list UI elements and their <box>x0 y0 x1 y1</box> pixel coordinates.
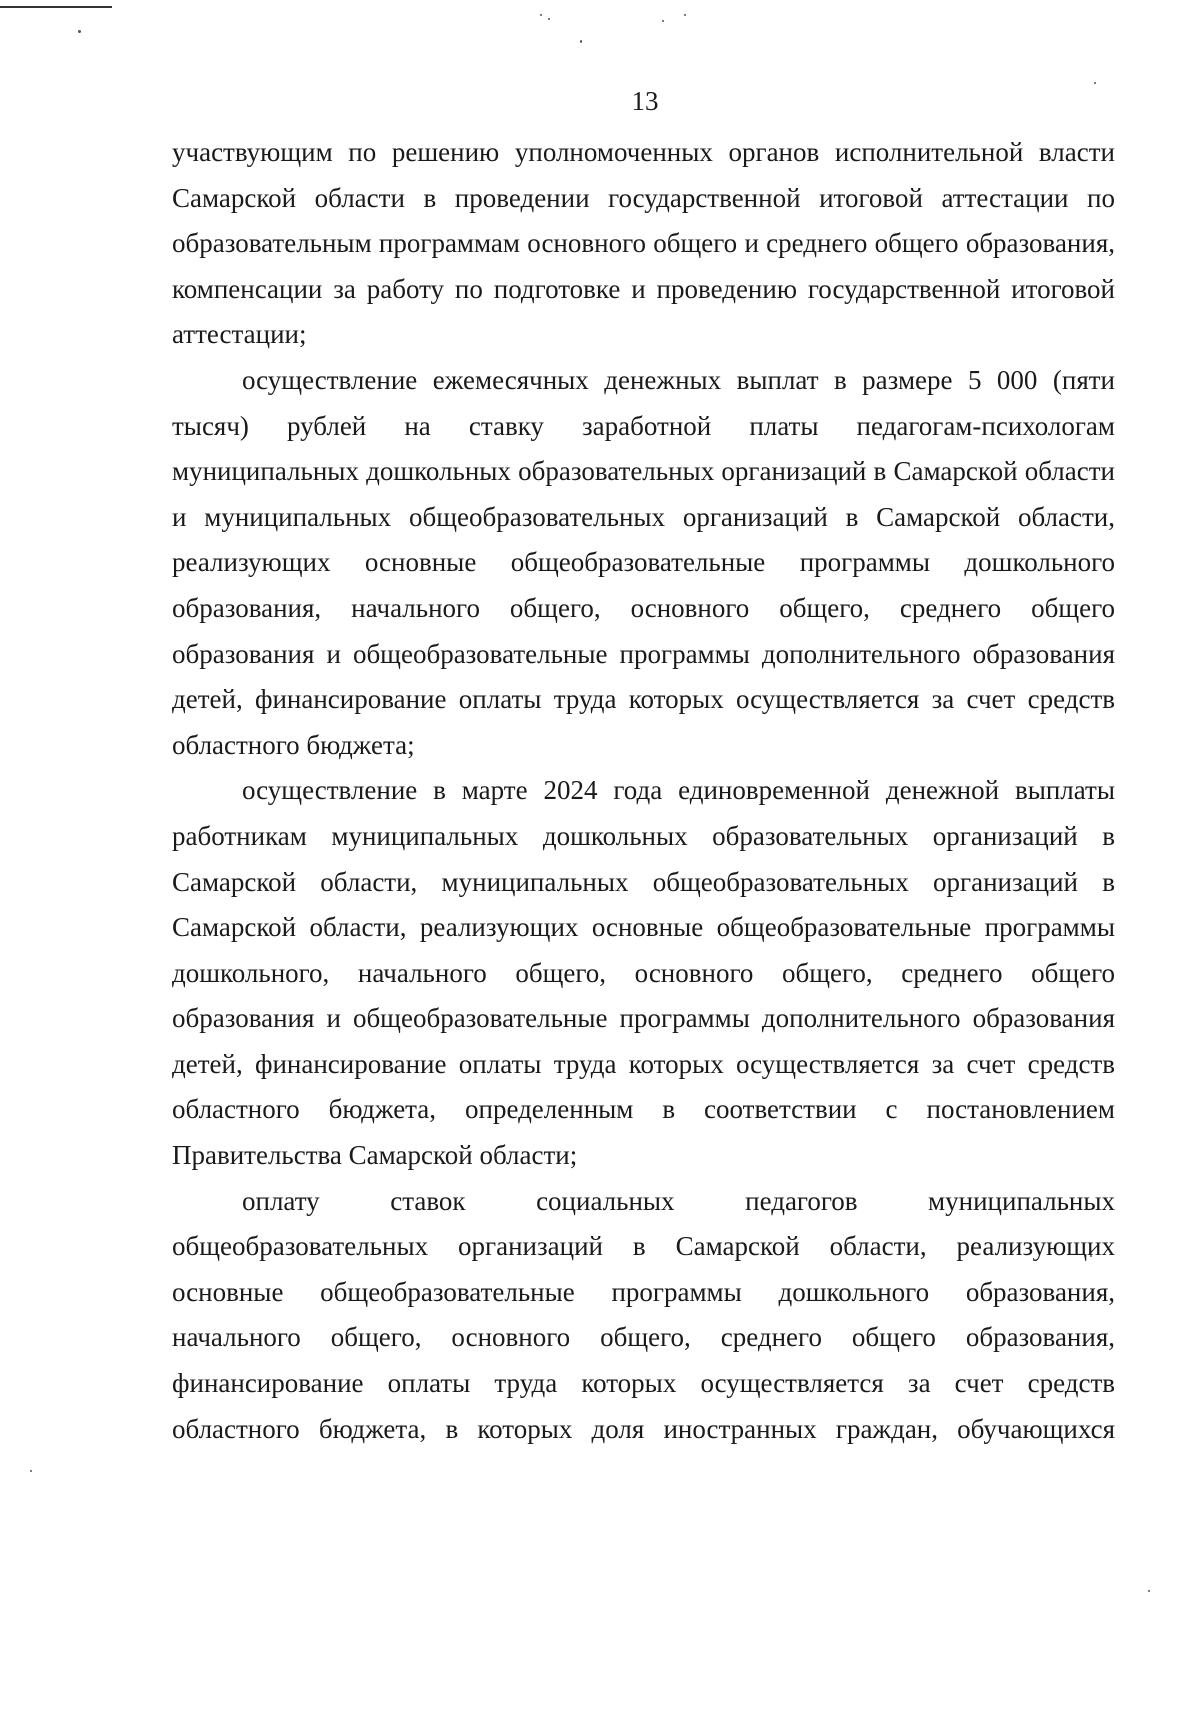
document-body <box>172 130 1115 1452</box>
scan-speck <box>540 14 542 16</box>
paragraph-one-time-payment: осуществление в марте 2024 года единовременной денежной выплаты работникам муниципальных дошкольных образовательных организаций в Самарской области, муниципальных общеобразовательных организаций в Самарской области, реализующих основные общеобразовательные программы дошкольного, начального общего, основного общего, среднего общего образования и общеобразовательные программы дополнительного образования детей, финансирование оплаты труда которых осуществляется за счет средств областного бюджета, определенным в соответствии с постановлением Правительства Самарской области; <box>172 775 1115 1171</box>
paragraph-psychologist-payments: осуществление ежемесячных денежных выплат в размере 5 000 (пяти тысяч) рублей на ставку заработной платы педагогам-психологам муниципальных дошкольных образовательных организаций в Самарской области и муниципальных общеобразовательных организаций в Самарской области, реализующих основные общеобразовательные программы дошкольного образования, начального общего, основного общего, среднего общего образования и общеобразовательные программы дополнительного образования детей, финансирование оплаты труда которых осуществляется за счет средств областного бюджета; <box>172 364 1115 760</box>
scan-speck <box>1094 82 1096 84</box>
scan-speck <box>548 18 550 20</box>
paragraph-continuation: участвующим по решению уполномоченных органов исполнительной власти Самарской области в проведении государственной итоговой аттестации по образовательным программам основного общего и среднего общего образования, компенсации за работу по подготовке и проведению государственной итоговой аттестации; <box>172 137 1115 350</box>
scan-speck <box>1148 1590 1150 1592</box>
page-number: 13 <box>631 86 659 116</box>
paragraph-social-pedagogues: оплату ставок социальных педагогов муниципальных общеобразовательных организаций в Самарской области, реализующих основные общеобразовательные программы дошкольного образования, начального общего, основного общего, среднего общего образования, финансирование оплаты труда которых осуществляется за счет средств областного бюджета, в которых доля иностранных граждан, обучающихся <box>172 1185 1115 1444</box>
scan-speck <box>580 40 582 43</box>
scan-speck <box>30 1470 32 1472</box>
scan-top-rule <box>0 6 112 8</box>
scan-speck <box>78 30 81 33</box>
scan-speck <box>662 20 664 22</box>
scan-speck <box>684 14 686 16</box>
